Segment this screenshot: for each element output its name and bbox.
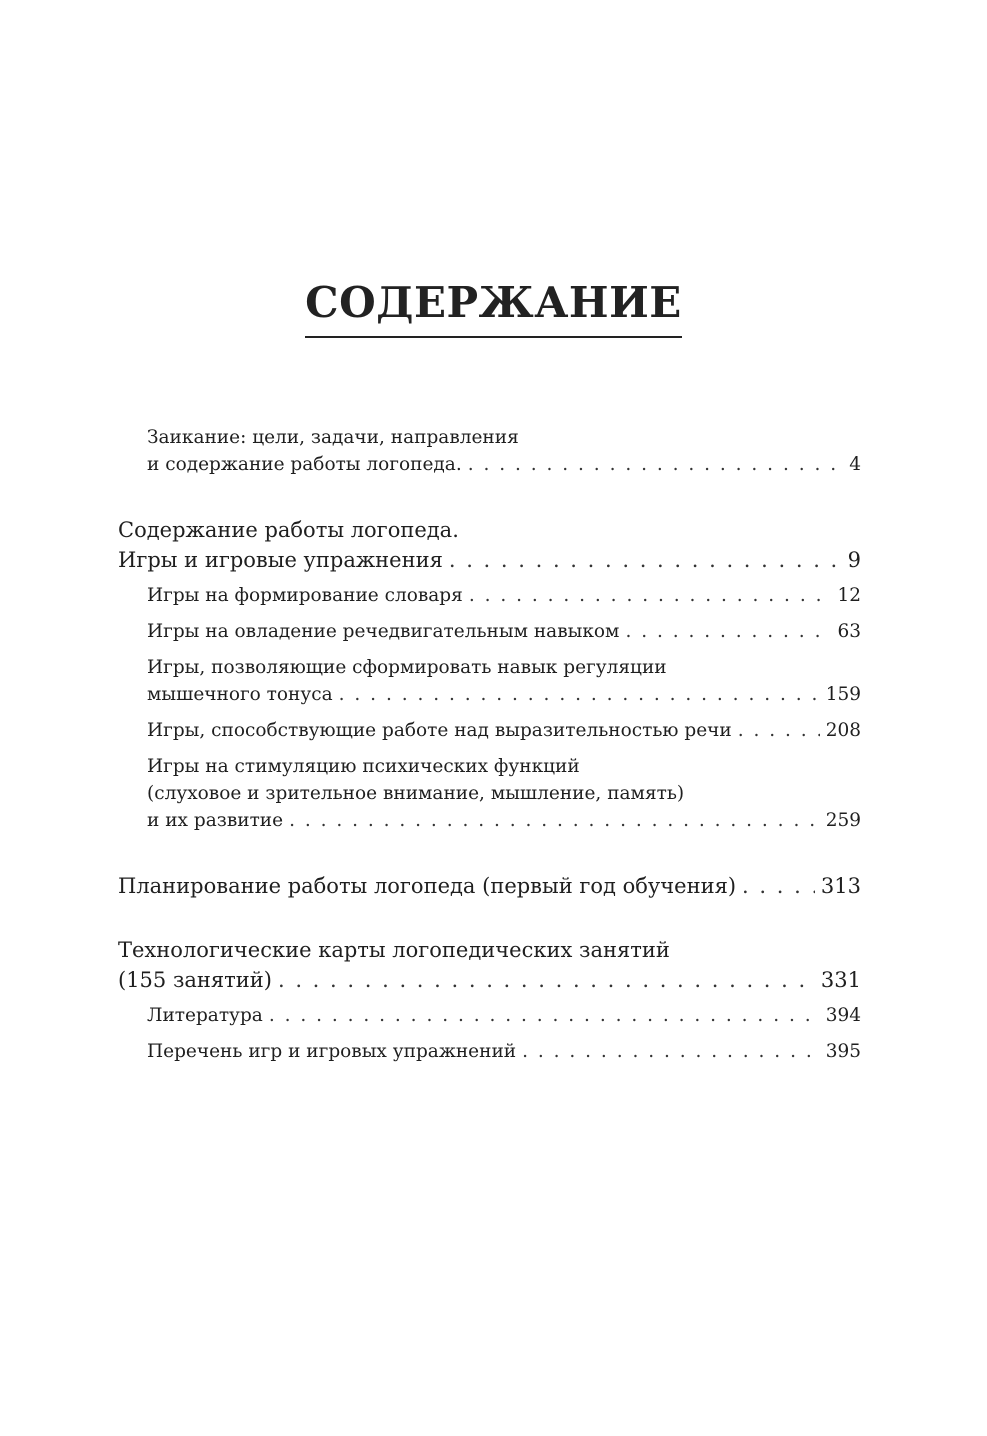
toc-entry-text: Литература [147, 1005, 263, 1026]
toc-entry-expressiveness-games[interactable] [147, 717, 861, 744]
toc-entry-planning[interactable] [118, 871, 861, 901]
toc-page-number: 313 [820, 874, 861, 898]
toc-page-number: 12 [837, 585, 861, 606]
dot-leader [522, 1038, 820, 1065]
toc-entry-line: Игры, позволяющие сформировать навык регуляции [147, 657, 667, 678]
toc-entry-line: Содержание работы логопеда. [118, 518, 459, 542]
toc-page-number: 259 [825, 810, 861, 831]
toc-entry-last-line [118, 965, 861, 995]
toc-entry-last-line [147, 618, 861, 645]
toc-entry-text: Игры, способствующие работе над выразительностью речи [147, 720, 732, 741]
toc-entry-last-line [147, 681, 861, 708]
dot-leader [738, 717, 820, 744]
toc-entry-mental-functions-games[interactable] [147, 753, 861, 834]
toc-entry-text: Игры на формирование словаря [147, 585, 463, 606]
toc-entry-last-line [118, 871, 861, 901]
toc-entry-text: и содержание работы логопеда. [147, 454, 462, 475]
toc-entry-stuttering-goals[interactable] [147, 424, 861, 478]
toc-entry-text: (155 занятий) [118, 968, 272, 992]
toc-entry-literature[interactable] [147, 1002, 861, 1029]
toc-entry-muscle-tone-games[interactable] [147, 654, 861, 708]
dot-leader [449, 545, 842, 575]
toc-entry-games-exercises[interactable] [118, 515, 861, 575]
dot-leader [625, 618, 831, 645]
dot-leader [339, 681, 820, 708]
toc-entry-line: Заикание: цели, задачи, направления [147, 427, 519, 448]
toc-entry-text: Перечень игр и игровых упражнений [147, 1041, 517, 1062]
toc-page-number: 4 [849, 454, 861, 475]
dot-leader [742, 871, 815, 901]
toc-page-number: 9 [847, 548, 861, 572]
toc-entry-text: мышечного тонуса [147, 684, 333, 705]
toc-entry-line: Игры на стимуляцию психических функций [147, 756, 580, 777]
toc-page-number: 63 [837, 621, 861, 642]
title-block [0, 278, 987, 338]
toc-page-number: 394 [825, 1005, 861, 1026]
toc-entry-last-line [147, 1002, 861, 1029]
toc-entry-last-line [147, 807, 861, 834]
toc-page-number: 208 [825, 720, 861, 741]
toc-entry-last-line [147, 582, 861, 609]
toc-page-number: 395 [825, 1041, 861, 1062]
dot-leader [278, 965, 815, 995]
toc-entry-technology-cards[interactable] [118, 935, 861, 995]
toc-entry-line: (слуховое и зрительное внимание, мышление, память) [147, 783, 685, 804]
toc-page-number: 331 [820, 968, 861, 992]
toc-entry-text: и их развитие [147, 810, 284, 831]
toc-entry-games-list[interactable] [147, 1038, 861, 1065]
toc-entry-last-line [147, 717, 861, 744]
toc-entry-vocabulary-games[interactable] [147, 582, 861, 609]
dot-leader [269, 1002, 820, 1029]
toc-page-number: 159 [825, 684, 861, 705]
toc-entry-text: Планирование работы логопеда (первый год обучения) [118, 874, 737, 898]
toc-entry-text: Игры и игровые упражнения [118, 548, 443, 572]
dot-leader [468, 451, 844, 478]
toc-entry-last-line [118, 545, 861, 575]
dot-leader [469, 582, 832, 609]
toc-entry-speech-motor-games[interactable] [147, 618, 861, 645]
page-title: СОДЕРЖАНИЕ [305, 278, 682, 338]
toc-entry-last-line [147, 451, 861, 478]
dot-leader [289, 807, 820, 834]
toc-entry-line: Технологические карты логопедических занятий [118, 938, 670, 962]
toc-entry-last-line [147, 1038, 861, 1065]
toc-entry-text: Игры на овладение речедвигательным навыком [147, 621, 620, 642]
